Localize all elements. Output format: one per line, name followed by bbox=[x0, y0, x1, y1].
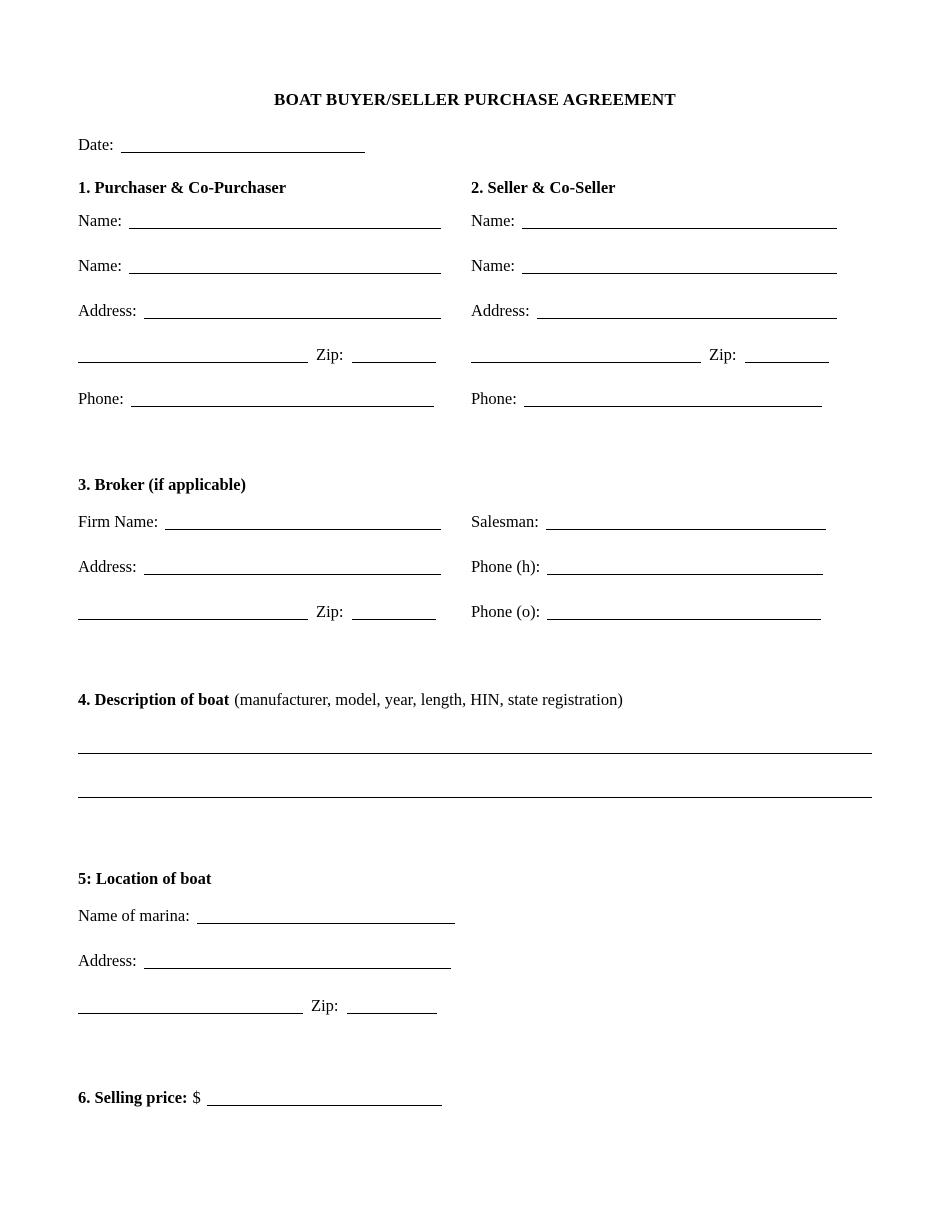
location-address2-field[interactable] bbox=[78, 999, 303, 1014]
description-line1-field[interactable] bbox=[78, 739, 872, 754]
broker-address-label: Address: bbox=[78, 557, 137, 576]
seller-name2-row bbox=[471, 256, 837, 276]
purchaser-name2-row bbox=[78, 256, 441, 276]
broker-salesman-label: Salesman: bbox=[471, 512, 539, 531]
broker-salesman-field[interactable] bbox=[546, 515, 826, 530]
purchaser-zip-field[interactable] bbox=[352, 348, 436, 363]
broker-firm-row bbox=[78, 512, 441, 532]
broker-phone-o-field[interactable] bbox=[547, 605, 821, 620]
broker-zip-label: Zip: bbox=[316, 602, 344, 621]
purchaser-phone-field[interactable] bbox=[131, 392, 434, 407]
seller-name2-field[interactable] bbox=[522, 259, 837, 274]
currency-symbol: $ bbox=[192, 1088, 201, 1107]
date-row bbox=[78, 135, 365, 155]
seller-zip-row bbox=[471, 345, 829, 365]
seller-phone-row bbox=[471, 389, 822, 409]
broker-firm-name-label: Firm Name: bbox=[78, 512, 159, 531]
location-zip-field[interactable] bbox=[347, 999, 437, 1014]
location-address-label: Address: bbox=[78, 951, 137, 970]
broker-phone-h-label: Phone (h): bbox=[471, 557, 541, 576]
description-line2-row bbox=[78, 780, 872, 800]
description-section-heading: 4. Description of boat bbox=[78, 690, 230, 709]
page-title: BOAT BUYER/SELLER PURCHASE AGREEMENT bbox=[274, 90, 676, 109]
purchaser-address-row bbox=[78, 301, 441, 321]
seller-zip-field[interactable] bbox=[745, 348, 829, 363]
location-address-field[interactable] bbox=[144, 954, 451, 969]
purchaser-zip-row bbox=[78, 345, 436, 365]
seller-section-heading: 2. Seller & Co-Seller bbox=[471, 178, 616, 197]
location-zip-row bbox=[78, 996, 437, 1016]
description-section-heading-row bbox=[78, 690, 623, 710]
location-marina-field[interactable] bbox=[197, 909, 455, 924]
purchaser-name-field[interactable] bbox=[129, 214, 441, 229]
purchaser-name2-field[interactable] bbox=[129, 259, 441, 274]
description-line2-field[interactable] bbox=[78, 783, 872, 798]
seller-phone-field[interactable] bbox=[524, 392, 822, 407]
location-marina-row bbox=[78, 906, 455, 926]
purchaser-name-label: Name: bbox=[78, 211, 122, 230]
purchaser-zip-label: Zip: bbox=[316, 345, 344, 364]
broker-address-field[interactable] bbox=[144, 560, 441, 575]
purchaser-section-heading: 1. Purchaser & Co-Purchaser bbox=[78, 178, 287, 197]
seller-name-label: Name: bbox=[471, 211, 515, 230]
price-section-heading: 6. Selling price: bbox=[78, 1088, 188, 1107]
price-row bbox=[78, 1088, 442, 1108]
broker-address2-field[interactable] bbox=[78, 605, 308, 620]
purchaser-phone-label: Phone: bbox=[78, 389, 124, 408]
date-field[interactable] bbox=[121, 138, 365, 153]
purchaser-name-row bbox=[78, 211, 441, 231]
broker-section-heading: 3. Broker (if applicable) bbox=[78, 475, 247, 494]
broker-zip-row bbox=[78, 602, 436, 622]
description-section-note: (manufacturer, model, year, length, HIN, state registration) bbox=[234, 690, 623, 709]
broker-zip-field[interactable] bbox=[352, 605, 436, 620]
date-label: Date: bbox=[78, 135, 114, 154]
location-address-row bbox=[78, 951, 451, 971]
purchaser-name2-label: Name: bbox=[78, 256, 122, 275]
seller-phone-label: Phone: bbox=[471, 389, 517, 408]
broker-address-row bbox=[78, 557, 441, 577]
broker-phone-o-row bbox=[471, 602, 821, 622]
seller-zip-label: Zip: bbox=[709, 345, 737, 364]
seller-name-row bbox=[471, 211, 837, 231]
broker-phone-h-field[interactable] bbox=[547, 560, 823, 575]
broker-phone-o-label: Phone (o): bbox=[471, 602, 541, 621]
location-section-heading: 5: Location of boat bbox=[78, 869, 212, 888]
broker-phone-h-row bbox=[471, 557, 823, 577]
location-marina-label: Name of marina: bbox=[78, 906, 190, 925]
seller-address-row bbox=[471, 301, 837, 321]
seller-name2-label: Name: bbox=[471, 256, 515, 275]
broker-salesman-row bbox=[471, 512, 826, 532]
description-line1-row bbox=[78, 736, 872, 756]
seller-address2-field[interactable] bbox=[471, 348, 701, 363]
purchaser-address-label: Address: bbox=[78, 301, 137, 320]
seller-name-field[interactable] bbox=[522, 214, 837, 229]
purchaser-address2-field[interactable] bbox=[78, 348, 308, 363]
purchaser-address-field[interactable] bbox=[144, 304, 441, 319]
purchaser-phone-row bbox=[78, 389, 434, 409]
broker-firm-name-field[interactable] bbox=[165, 515, 441, 530]
location-zip-label: Zip: bbox=[311, 996, 339, 1015]
seller-address-label: Address: bbox=[471, 301, 530, 320]
seller-address-field[interactable] bbox=[537, 304, 837, 319]
selling-price-field[interactable] bbox=[207, 1091, 442, 1106]
